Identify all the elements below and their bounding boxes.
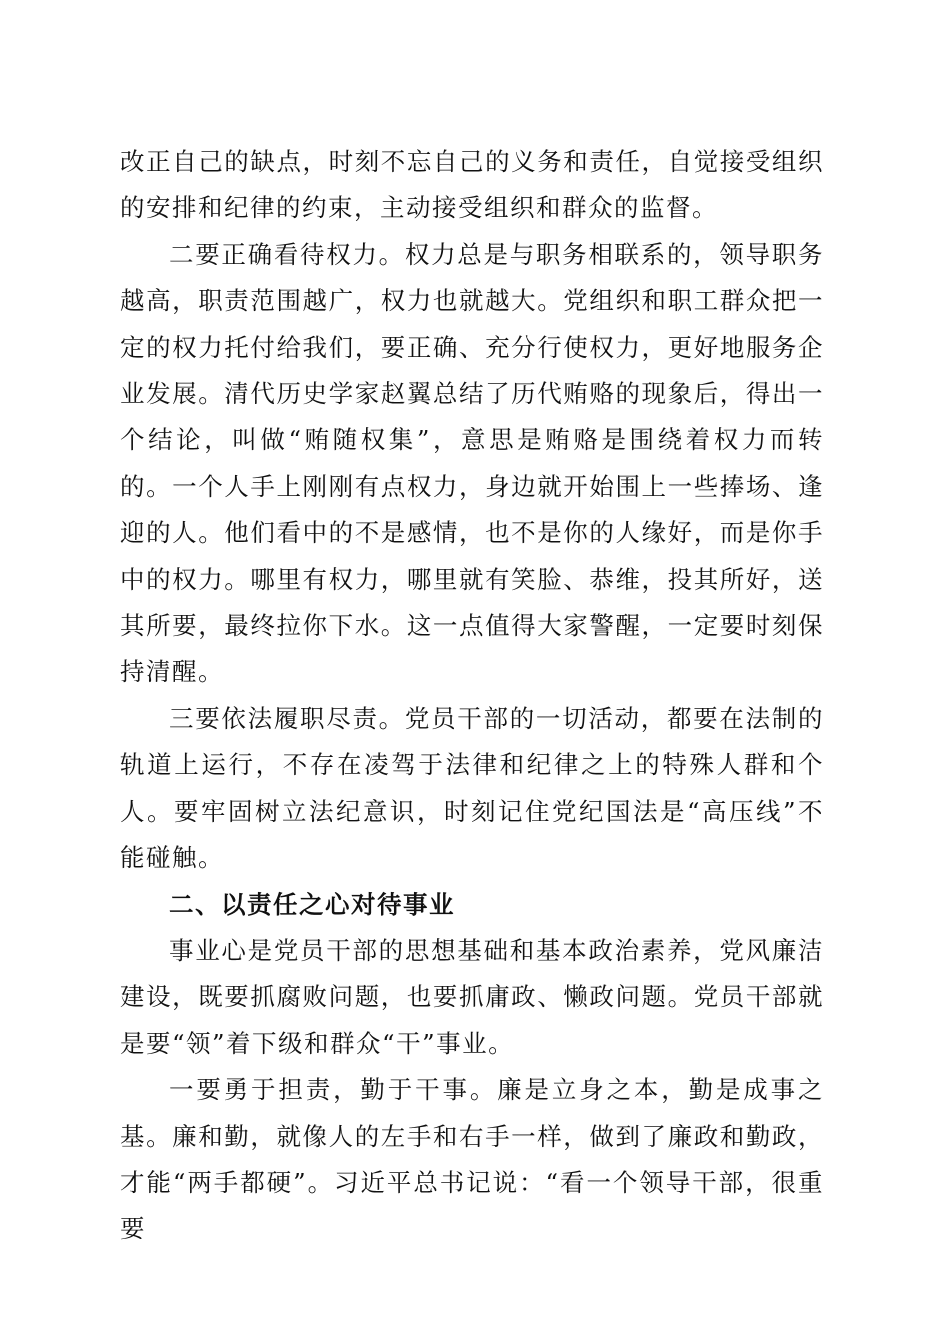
document-body	[120, 139, 824, 1253]
paragraph-power: 二要正确看待权力。权力总是与职务相联系的，领导职务越高，职责范围越广，权力也就越大。党组织和职工群众把一定的权力托付给我们，要正确、充分行使权力，更好地服务企业发展。清代历史学家赵翼总结了历代贿赂的现象后，得出一个结论，叫做“贿随权集”，意思是贿赂是围绕着权力而转的。一个人手上刚刚有点权力，身边就开始围上一些捧场、逢迎的人。他们看中的不是感情，也不是你的人缘好，而是你手中的权力。哪里有权力，哪里就有笑脸、恭维，投其所好，送其所要，最终拉你下水。这一点值得大家警醒，一定要时刻保持清醒。	[120, 239, 824, 687]
paragraph-career: 事业心是党员干部的思想基础和基本政治素养，党风廉洁建设，既要抓腐败问题，也要抓庸政、懒政问题。党员干部就是要“领”着下级和群众“干”事业。	[120, 935, 824, 1058]
paragraph-diligence: 一要勇于担责，勤于干事。廉是立身之本，勤是成事之基。廉和勤，就像人的左手和右手一样，做到了廉政和勤政，才能“两手都硬”。习近平总书记说：“看一个领导干部，很重要	[120, 1075, 824, 1244]
paragraph-law: 三要依法履职尽责。党员干部的一切活动，都要在法制的轨道上运行，不存在凌驾于法律和纪律之上的特殊人群和个人。要牢固树立法纪意识，时刻记住党纪国法是“高压线”不能碰触。	[120, 703, 824, 873]
section-heading: 二、以责任之心对待事业	[169, 889, 455, 919]
paragraph-continuation: 改正自己的缺点，时刻不忘自己的义务和责任，自觉接受组织的安排和纪律的约束，主动接受组织和群众的监督。	[120, 147, 824, 223]
